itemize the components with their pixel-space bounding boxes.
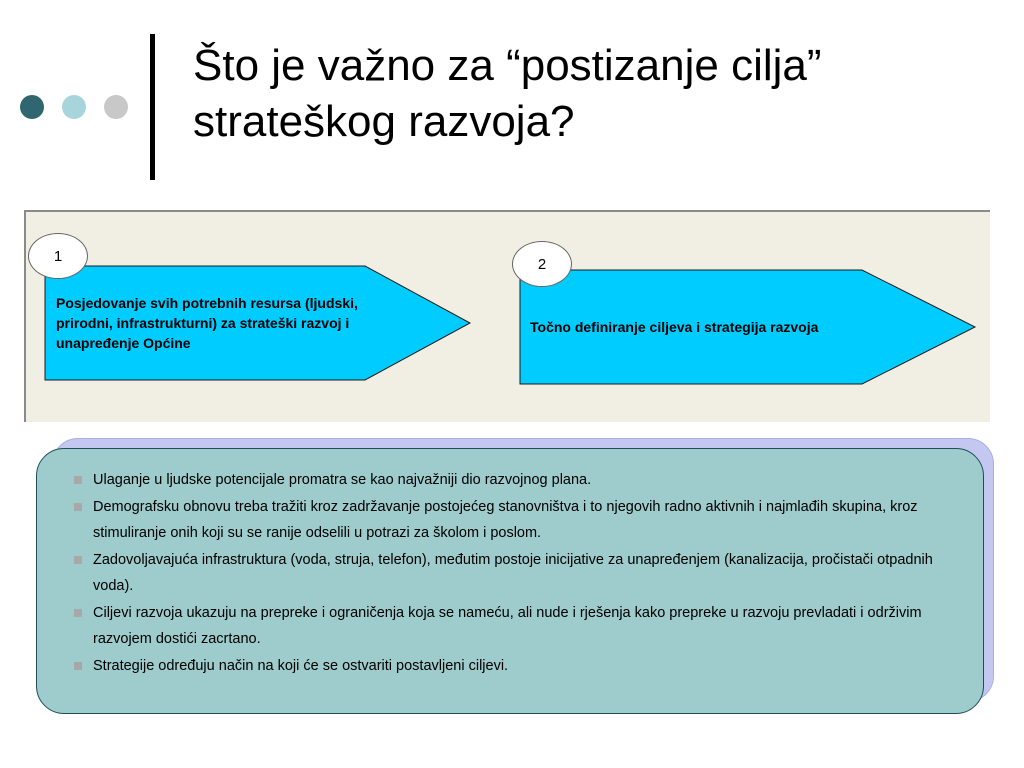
bullet-item — [93, 547, 943, 599]
bullet-item — [93, 494, 943, 546]
process-diagram — [24, 210, 990, 422]
bullet-marker — [74, 609, 82, 617]
bullet-text: Strategije određuju način na koji će se ostvariti postavljeni ciljevi. — [93, 658, 509, 674]
title-divider — [150, 34, 155, 180]
bullet-list — [37, 449, 983, 679]
bullet-marker — [74, 556, 82, 564]
step-1-number: 1 — [28, 233, 88, 279]
bullet-text: Zadovoljavajuća infrastruktura (voda, struja, telefon), međutim postoje inicijative za unapređenjem (kanalizacija, pročistači otpadnih voda). — [93, 552, 933, 594]
bullet-marker — [74, 662, 82, 670]
decorative-dot-gray — [104, 95, 128, 119]
bullet-marker — [74, 476, 82, 484]
decorative-dot-dark — [20, 95, 44, 119]
bullet-text: Ulaganje u ljudske potencijale promatra se kao najvažniji dio razvojnog plana. — [93, 472, 592, 488]
bullet-panel — [36, 448, 984, 714]
bullet-item — [93, 653, 943, 679]
bullet-text: Ciljevi razvoja ukazuju na prepreke i ograničenja koja se nameću, ali nude i rješenja kako prepreke u razvoju prevladati i održivim razvojem dostići zacrtano. — [93, 605, 922, 647]
step-2-number: 2 — [512, 241, 572, 287]
bullet-item — [93, 600, 943, 652]
slide-title: Što je važno za “postizanje cilja” strateškog razvoja? — [193, 41, 822, 146]
bullet-text: Demografsku obnovu treba tražiti kroz zadržavanje postojećeg stanovništva i to njegovih radno aktivnih i najmlađih skupina, kroz stimuliranje onih koji su se ranije odselili u potrazi za školom i poslom. — [93, 499, 918, 541]
step-1-text: Posjedovanje svih potrebnih resursa (ljudski, prirodni, infrastrukturni) za strateški razvoj i unapređenje Općine — [56, 295, 358, 351]
bullet-marker — [74, 503, 82, 511]
step-2-text: Točno definiranje ciljeva i strategija razvoja — [530, 319, 819, 335]
decorative-dot-light — [62, 95, 86, 119]
bullet-item — [93, 467, 943, 493]
